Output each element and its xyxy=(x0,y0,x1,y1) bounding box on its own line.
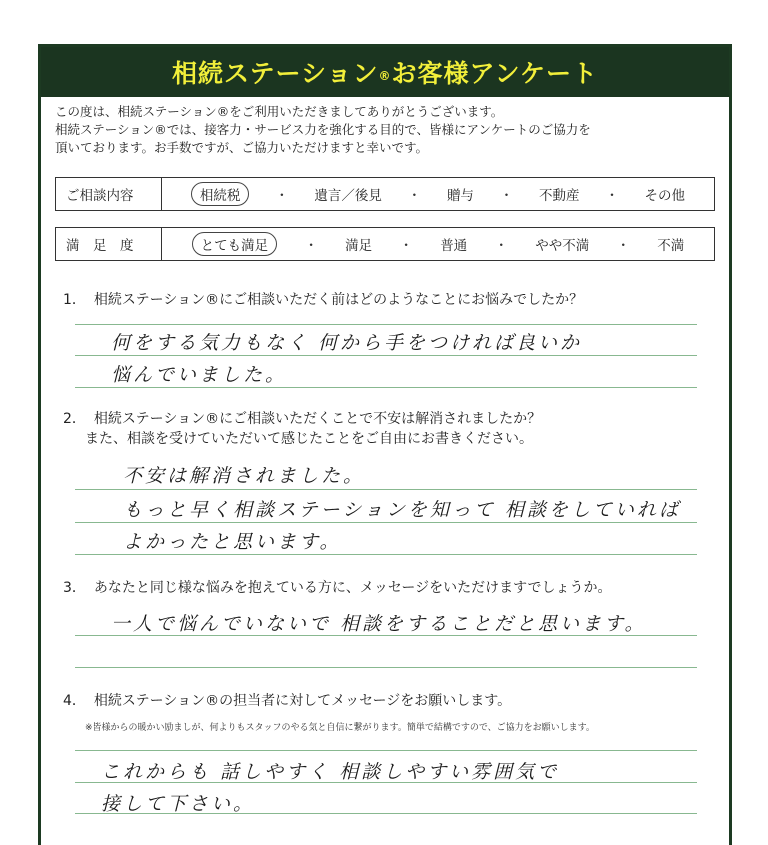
answer-line xyxy=(75,750,697,751)
answer-4-line-2: 接して下さい。 xyxy=(101,793,256,815)
answer-line xyxy=(75,355,697,356)
survey-sheet xyxy=(38,44,732,845)
answer-1-line-2: 悩んでいました。 xyxy=(111,364,288,386)
option-inheritance-tax[interactable]: 相続税 xyxy=(191,182,250,206)
answer-line xyxy=(75,554,697,555)
consultation-type-row: ご相談内容 相続税 ・ 遺言／後見 ・ 贈与 ・ 不動産 ・ その他 xyxy=(55,177,715,211)
option-neutral[interactable]: 普通 xyxy=(440,238,468,254)
option-other[interactable]: その他 xyxy=(644,188,685,204)
intro-line: 相続ステーション®では、接客力・サービス力を強化する目的で、皆様にアンケートのご協力を xyxy=(55,122,591,137)
question-4-note: ※皆様からの暖かい励ましが、何よりもスタッフのやる気と自信に繋がります。簡単で結構ですので、ご協力をお願いします。 xyxy=(85,723,595,733)
question-4: 4． 相続ステーション®の担当者に対してメッセージをお願いします。 xyxy=(63,693,512,709)
answer-line xyxy=(75,667,697,668)
answer-2-line-1: 不安は解消されました。 xyxy=(123,465,366,487)
satisfaction-row: 満 足 度 とても満足 ・ 満足 ・ 普通 ・ やや不満 ・ 不満 xyxy=(55,227,715,261)
option-gift[interactable]: 贈与 xyxy=(446,188,474,204)
question-2: 2． 相続ステーション®にご相談いただくことで不安は解消されましたか？ また、相談を受けていただいて感じたことをご自由にお書きください。 xyxy=(63,411,542,447)
answer-line xyxy=(75,489,697,490)
option-real-estate[interactable]: 不動産 xyxy=(538,188,580,204)
option-satisfied[interactable]: 満足 xyxy=(345,238,373,254)
intro-line: 頂いております。お手数ですが、ご協力いただけますと幸いです。 xyxy=(55,140,429,155)
answer-1-line-1: 何をする気力もなく 何から手をつければ良いか xyxy=(111,332,583,354)
option-will[interactable]: 遺言／後見 xyxy=(314,188,382,204)
consultation-type-label: ご相談内容 xyxy=(56,178,162,210)
intro-text xyxy=(55,103,725,157)
answer-line xyxy=(75,324,697,325)
option-dissatisfied[interactable]: 不満 xyxy=(657,238,685,254)
intro-line: この度は、相続ステーション®をご利用いただきましてありがとうございます。 xyxy=(55,104,504,119)
question-3: 3． あなたと同じ様な悩みを抱えている方に、メッセージをいただけますでしょうか。 xyxy=(63,580,612,596)
option-somewhat-dissatisfied[interactable]: やや不満 xyxy=(535,238,590,254)
answer-2-line-3: よかったと思います。 xyxy=(123,531,342,553)
title-bar xyxy=(41,47,729,97)
answer-4-line-1: これからも 話しやすく 相談しやすい雰囲気で xyxy=(101,761,560,783)
answer-3-line-1: 一人で悩んでいないで 相談をすることだと思います。 xyxy=(111,613,647,635)
satisfaction-label: 満 足 度 xyxy=(56,228,162,260)
option-very-satisfied[interactable]: とても満足 xyxy=(192,232,278,256)
question-1: 1． 相続ステーション®にご相談いただく前はどのようなことにお悩みでしたか？ xyxy=(63,292,584,308)
answer-line xyxy=(75,522,697,523)
survey-title: 相続ステーション®お客様アンケート xyxy=(171,59,599,88)
answer-2-line-2: もっと早く相談ステーションを知って 相談をしていれば xyxy=(123,499,681,521)
answer-line xyxy=(75,387,697,388)
